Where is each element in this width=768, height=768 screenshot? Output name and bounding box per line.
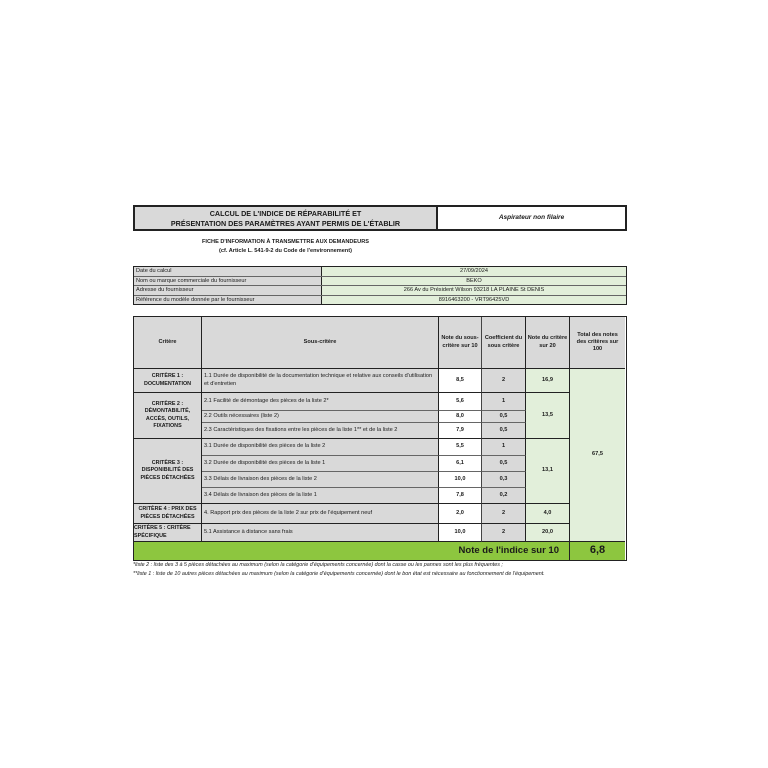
criterion-4-score: 4,0 xyxy=(526,504,570,524)
sub-criterion-2-3: 2.3 Caractéristiques des fixations entre les pièces de la liste 1** et de la liste 2 xyxy=(202,423,439,439)
note-1-1: 8,5 xyxy=(439,369,482,393)
fiche-line-1: FICHE D'INFORMATION À TRANSMETTRE AUX DEMANDEURS xyxy=(202,239,369,245)
info-row-brand xyxy=(134,277,626,287)
coef-3-1: 1 xyxy=(482,439,526,456)
fiche-line-2: (cf. Article L. 541-9-2 du Code de l'environnement) xyxy=(219,248,352,254)
info-value: 266 Av du Président Wilson 93218 LA PLAINE St DENIS xyxy=(322,286,626,295)
sub-criterion-3-1: 3.1 Durée de disponibilité des pièces de la liste 2 xyxy=(202,439,439,456)
info-label: Référence du modèle donnée par le fournisseur xyxy=(134,296,322,305)
info-row-date xyxy=(134,267,626,277)
coef-4: 2 xyxy=(482,504,526,524)
criterion-2-score: 13,5 xyxy=(526,393,570,439)
info-value: 8916463200 - VRT96425VD xyxy=(322,296,626,305)
note-3-3: 10,0 xyxy=(439,472,482,488)
sub-criterion-2-1: 2.1 Facilité de démontage des pièces de la liste 2* xyxy=(202,393,439,411)
header-total: Total des notes des critères sur 100 xyxy=(570,317,625,369)
sub-criterion-4: 4. Rapport prix des pièces de la liste 2 sur prix de l'équipement neuf xyxy=(202,504,439,524)
sub-criterion-3-4: 3.4 Délais de livraison des pièces de la liste 1 xyxy=(202,488,439,504)
header-note20: Note du critère sur 20 xyxy=(526,317,570,369)
note-4: 2,0 xyxy=(439,504,482,524)
total-score-100: 67,5 xyxy=(570,369,625,542)
criterion-3-label: CRITÈRE 3 : DISPONIBILITÉ DES PIÈCES DÉTACHÉES xyxy=(134,439,202,504)
criterion-4-label: CRITÈRE 4 : PRIX DES PIÈCES DÉTACHÉES xyxy=(134,504,202,524)
supplier-info-table xyxy=(133,266,627,305)
criterion-5-label: CRITÈRE 5 : CRITÈRE SPÉCIFIQUE xyxy=(134,524,202,542)
note-5-1: 10,0 xyxy=(439,524,482,542)
coef-1-1: 2 xyxy=(482,369,526,393)
info-label: Adresse du fournisseur xyxy=(134,286,322,295)
document-title xyxy=(133,205,438,231)
header-coef: Coefficient du sous critère xyxy=(482,317,526,369)
fiche-subtitle xyxy=(133,238,438,256)
coef-3-3: 0,3 xyxy=(482,472,526,488)
sub-criterion-3-3: 3.3 Délais de livraison des pièces de la liste 2 xyxy=(202,472,439,488)
criterion-1-score: 16,9 xyxy=(526,369,570,393)
title-line-1: CALCUL DE L'INDICE DE RÉPARABILITÉ ET xyxy=(209,209,362,218)
header-sous-critere: Sous-critère xyxy=(202,317,439,369)
note-3-4: 7,8 xyxy=(439,488,482,504)
product-type: Aspirateur non filaire xyxy=(437,205,627,231)
info-label: Date du calcul xyxy=(134,267,322,276)
criterion-1-label: CRITÈRE 1 : DOCUMENTATION xyxy=(134,369,202,393)
footnote-liste-2: *liste 2 : liste des 3 à 5 pièces détachées au maximum (selon la catégorie d'équipements concernée) dont la casse ou les pannes sont les plus fréquentes ; xyxy=(133,562,503,568)
info-row-address xyxy=(134,286,626,296)
coef-2-2: 0,5 xyxy=(482,411,526,423)
repairability-table xyxy=(133,316,627,561)
note-2-3: 7,9 xyxy=(439,423,482,439)
footnotes xyxy=(133,561,627,579)
coef-3-4: 0,2 xyxy=(482,488,526,504)
sub-criterion-5-1: 5.1 Assistance à distance sans frais xyxy=(202,524,439,542)
index-label: Note de l'indice sur 10 xyxy=(134,542,570,560)
index-score: 6,8 xyxy=(570,542,625,560)
sub-criterion-1-1: 1.1 Durée de disponibilité de la documentation technique et relative aux conseils d'utilisation et d'entretien xyxy=(202,369,439,393)
header-note10: Note du sous-critère sur 10 xyxy=(439,317,482,369)
coef-3-2: 0,5 xyxy=(482,456,526,472)
criterion-2-label: CRITÈRE 2 : DÉMONTABILITÉ, ACCÈS, OUTILS, FIXATIONS xyxy=(134,393,202,439)
coef-5-1: 2 xyxy=(482,524,526,542)
info-row-reference xyxy=(134,296,626,305)
coef-2-3: 0,5 xyxy=(482,423,526,439)
info-value: BEKO xyxy=(322,277,626,286)
note-2-1: 5,6 xyxy=(439,393,482,411)
info-label: Nom ou marque commerciale du fournisseur xyxy=(134,277,322,286)
note-2-2: 8,0 xyxy=(439,411,482,423)
coef-2-1: 1 xyxy=(482,393,526,411)
criterion-3-score: 13,1 xyxy=(526,439,570,504)
header-critere: Critère xyxy=(134,317,202,369)
note-3-2: 6,1 xyxy=(439,456,482,472)
sub-criterion-2-2: 2.2 Outils nécessaires (liste 2) xyxy=(202,411,439,423)
footnote-liste-1: **liste 1 : liste de 10 autres pièces détachées au maximum (selon la catégorie d'équipements concernée) dont le bon état est nécessaire au fonctionnement de l'équipement. xyxy=(133,571,545,577)
title-line-2: PRÉSENTATION DES PARAMÈTRES AYANT PERMIS DE L'ÉTABLIR xyxy=(170,219,401,228)
criterion-5-score: 20,0 xyxy=(526,524,570,542)
info-value: 27/09/2024 xyxy=(322,267,626,276)
note-3-1: 5,5 xyxy=(439,439,482,456)
sub-criterion-3-2: 3.2 Durée de disponibilité des pièces de la liste 1 xyxy=(202,456,439,472)
